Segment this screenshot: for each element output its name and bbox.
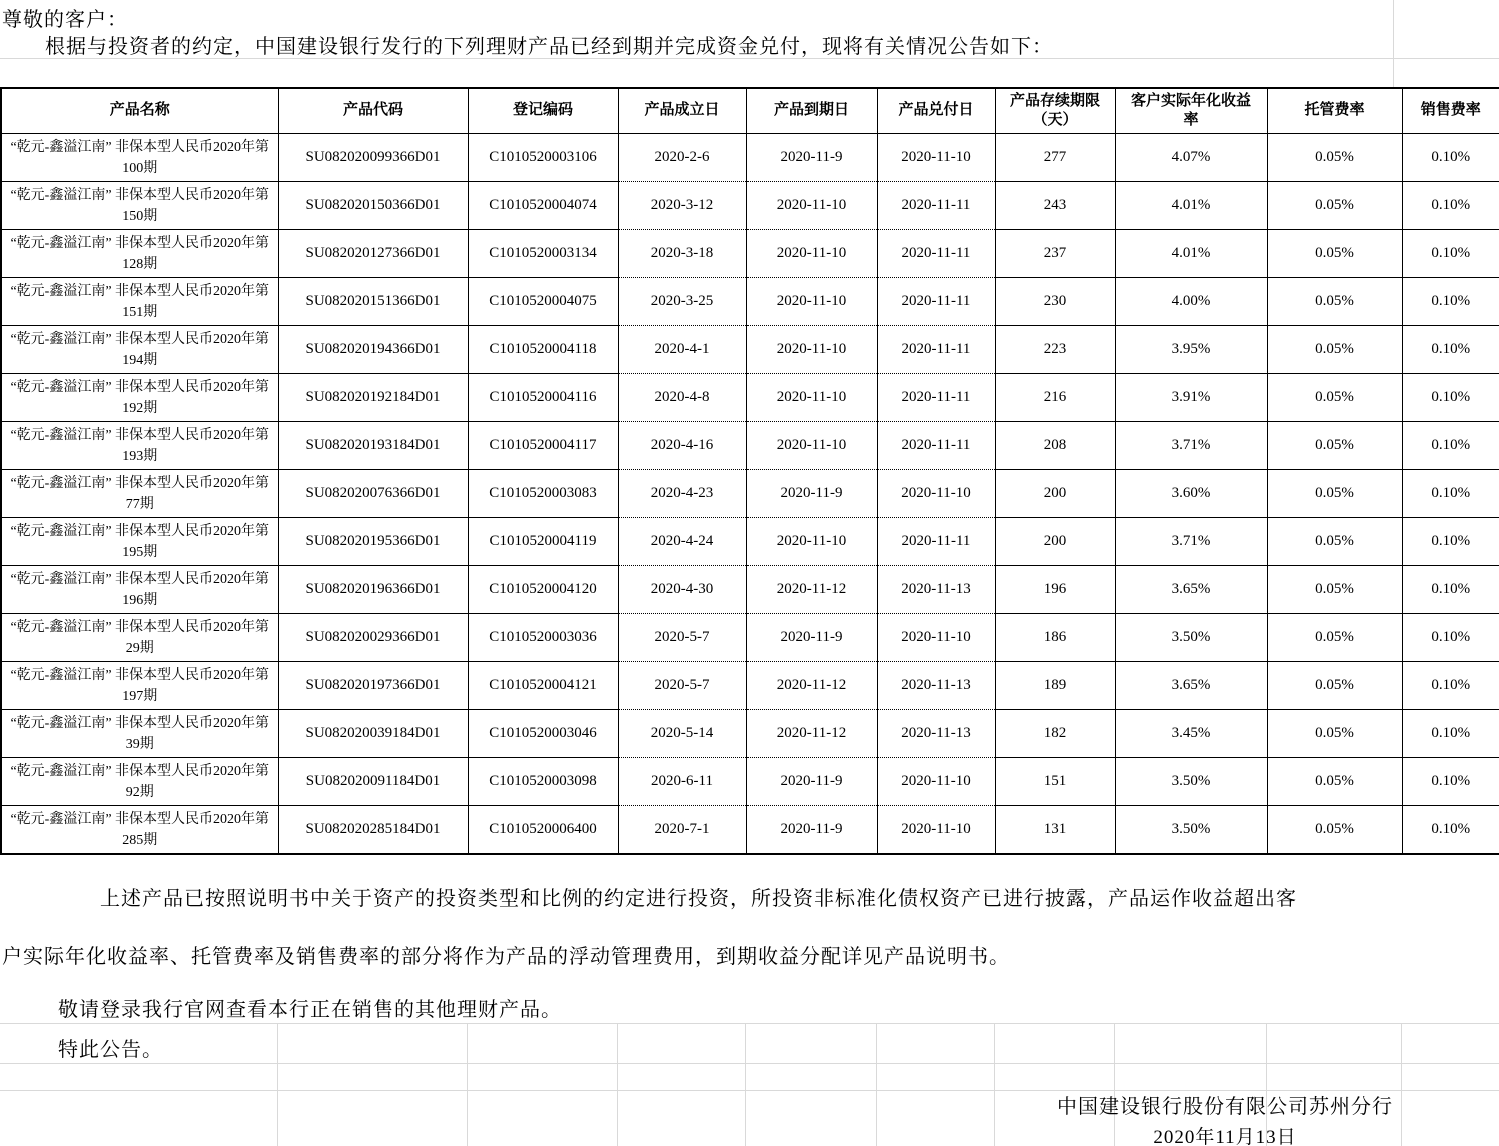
product-cell[interactable]: 2020-11-10 — [877, 470, 995, 518]
product-cell[interactable]: C1010520006400 — [468, 806, 618, 855]
product-cell[interactable]: 3.91% — [1115, 374, 1267, 422]
product-cell[interactable]: 3.71% — [1115, 518, 1267, 566]
product-cell[interactable]: 2020-11-9 — [746, 758, 877, 806]
product-cell[interactable]: 2020-5-7 — [618, 662, 746, 710]
product-cell[interactable]: 0.10% — [1402, 758, 1499, 806]
product-row — [1, 422, 1499, 470]
product-cell[interactable]: 0.05% — [1267, 518, 1402, 566]
product-cell[interactable]: 0.10% — [1402, 662, 1499, 710]
product-name-cell[interactable]: “乾元-鑫溢江南” 非保本型人民币2020年第39期 — [1, 710, 278, 758]
product-cell[interactable]: 2020-4-30 — [618, 566, 746, 614]
announcement-date: 2020年11月13日 — [1153, 1127, 1297, 1146]
product-cell[interactable]: 0.10% — [1402, 806, 1499, 855]
product-cell[interactable]: 0.10% — [1402, 518, 1499, 566]
grid-line — [0, 1063, 1499, 1064]
product-cell[interactable]: C1010520003036 — [468, 614, 618, 662]
product-cell[interactable]: 2020-11-10 — [746, 230, 877, 278]
product-row — [1, 326, 1499, 374]
product-cell[interactable]: SU082020151366D01 — [278, 278, 468, 326]
product-cell[interactable]: C1010520004121 — [468, 662, 618, 710]
column-header: 销售费率 — [1402, 88, 1499, 134]
product-cell[interactable]: SU082020127366D01 — [278, 230, 468, 278]
product-name-cell[interactable]: “乾元-鑫溢江南” 非保本型人民币2020年第197期 — [1, 662, 278, 710]
product-cell[interactable]: 2020-11-9 — [746, 806, 877, 855]
product-row — [1, 806, 1499, 855]
product-cell[interactable]: 2020-11-10 — [746, 182, 877, 230]
signature-block — [1020, 1090, 1430, 1146]
product-cell[interactable]: 3.60% — [1115, 470, 1267, 518]
product-cell[interactable]: 3.65% — [1115, 566, 1267, 614]
product-cell[interactable]: 0.10% — [1402, 374, 1499, 422]
product-cell[interactable]: C1010520004119 — [468, 518, 618, 566]
product-cell[interactable]: C1010520004074 — [468, 182, 618, 230]
product-cell[interactable]: 2020-11-10 — [746, 422, 877, 470]
product-cell[interactable]: SU082020029366D01 — [278, 614, 468, 662]
product-cell[interactable]: 237 — [995, 230, 1115, 278]
product-cell[interactable]: 2020-5-14 — [618, 710, 746, 758]
products-table — [0, 87, 1499, 855]
product-cell[interactable]: 0.05% — [1267, 230, 1402, 278]
product-cell[interactable]: 0.05% — [1267, 806, 1402, 855]
product-cell[interactable]: 2020-3-18 — [618, 230, 746, 278]
product-cell[interactable]: SU082020197366D01 — [278, 662, 468, 710]
product-cell[interactable]: 2020-11-12 — [746, 710, 877, 758]
product-cell[interactable]: 2020-4-24 — [618, 518, 746, 566]
company-name: 中国建设银行股份有限公司苏州分行 — [1057, 1096, 1393, 1118]
product-cell[interactable]: 2020-4-16 — [618, 422, 746, 470]
product-cell[interactable]: C1010520003083 — [468, 470, 618, 518]
product-cell[interactable]: SU082020285184D01 — [278, 806, 468, 855]
product-cell[interactable]: 0.05% — [1267, 566, 1402, 614]
table-header — [1, 88, 1499, 134]
product-cell[interactable]: 0.10% — [1402, 230, 1499, 278]
product-cell[interactable]: 2020-11-10 — [746, 326, 877, 374]
product-cell[interactable]: 0.05% — [1267, 374, 1402, 422]
product-cell[interactable]: 0.10% — [1402, 278, 1499, 326]
product-name-cell[interactable]: “乾元-鑫溢江南” 非保本型人民币2020年第196期 — [1, 566, 278, 614]
product-cell[interactable]: 3.45% — [1115, 710, 1267, 758]
product-cell[interactable]: 243 — [995, 182, 1115, 230]
product-cell[interactable]: 0.10% — [1402, 134, 1499, 182]
product-row — [1, 470, 1499, 518]
product-cell[interactable]: C1010520004118 — [468, 326, 618, 374]
product-cell[interactable]: 2020-11-10 — [877, 758, 995, 806]
product-cell[interactable]: C1010520004075 — [468, 278, 618, 326]
product-name-cell[interactable]: “乾元-鑫溢江南” 非保本型人民币2020年第193期 — [1, 422, 278, 470]
product-cell[interactable]: 4.01% — [1115, 230, 1267, 278]
product-row — [1, 614, 1499, 662]
note-paragraph-4: 特此公告。 — [58, 1039, 163, 1061]
grid-line — [467, 1023, 468, 1146]
product-row — [1, 566, 1499, 614]
product-cell[interactable]: 2020-11-11 — [877, 182, 995, 230]
product-cell[interactable]: 0.05% — [1267, 182, 1402, 230]
product-row — [1, 758, 1499, 806]
table-body — [1, 134, 1499, 855]
product-cell[interactable]: 2020-11-12 — [746, 566, 877, 614]
product-cell[interactable]: 4.01% — [1115, 182, 1267, 230]
product-cell[interactable]: 131 — [995, 806, 1115, 855]
product-row — [1, 662, 1499, 710]
product-cell[interactable]: 196 — [995, 566, 1115, 614]
product-cell[interactable]: 2020-4-1 — [618, 326, 746, 374]
note-paragraph-2: 户实际年化收益率、托管费率及销售费率的部分将作为产品的浮动管理费用，到期收益分配详见产品说明书。 — [2, 946, 1010, 968]
product-name-cell[interactable]: “乾元-鑫溢江南” 非保本型人民币2020年第77期 — [1, 470, 278, 518]
product-cell[interactable]: 2020-11-12 — [746, 662, 877, 710]
product-cell[interactable]: 0.10% — [1402, 566, 1499, 614]
product-cell[interactable]: 2020-11-11 — [877, 422, 995, 470]
product-name-cell[interactable]: “乾元-鑫溢江南” 非保本型人民币2020年第192期 — [1, 374, 278, 422]
product-cell[interactable]: 2020-4-23 — [618, 470, 746, 518]
product-cell[interactable]: 3.95% — [1115, 326, 1267, 374]
product-cell[interactable]: 0.05% — [1267, 470, 1402, 518]
product-cell[interactable]: SU082020039184D01 — [278, 710, 468, 758]
product-cell[interactable]: 2020-11-10 — [746, 374, 877, 422]
table-header-row — [1, 88, 1499, 134]
product-cell[interactable]: 2020-11-11 — [877, 518, 995, 566]
product-cell[interactable]: 2020-11-11 — [877, 230, 995, 278]
product-cell[interactable]: 2020-11-10 — [877, 806, 995, 855]
column-header: 产品名称 — [1, 88, 278, 134]
grid-line — [994, 1023, 995, 1146]
product-cell[interactable]: C1010520003134 — [468, 230, 618, 278]
grid-line — [0, 58, 1499, 59]
product-row — [1, 374, 1499, 422]
product-cell[interactable]: 2020-11-9 — [746, 134, 877, 182]
product-cell[interactable]: 0.10% — [1402, 470, 1499, 518]
grid-line — [876, 1023, 877, 1146]
product-cell[interactable]: 186 — [995, 614, 1115, 662]
product-cell[interactable]: 2020-11-13 — [877, 662, 995, 710]
grid-line — [1393, 0, 1394, 87]
product-cell[interactable]: 4.07% — [1115, 134, 1267, 182]
product-cell[interactable]: 208 — [995, 422, 1115, 470]
product-cell[interactable]: SU082020192184D01 — [278, 374, 468, 422]
column-header: 产品兑付日 — [877, 88, 995, 134]
column-header: 产品到期日 — [746, 88, 877, 134]
product-cell[interactable]: C1010520003098 — [468, 758, 618, 806]
product-cell[interactable]: 0.05% — [1267, 326, 1402, 374]
product-cell[interactable]: 3.71% — [1115, 422, 1267, 470]
column-header: 产品存续期限（天） — [995, 88, 1115, 134]
product-cell[interactable]: 2020-11-11 — [877, 278, 995, 326]
product-cell[interactable]: 0.10% — [1402, 710, 1499, 758]
product-cell[interactable]: 3.50% — [1115, 614, 1267, 662]
product-cell[interactable]: 0.05% — [1267, 662, 1402, 710]
product-cell[interactable]: 3.65% — [1115, 662, 1267, 710]
grid-line — [617, 1023, 618, 1146]
product-name-cell[interactable]: “乾元-鑫溢江南” 非保本型人民币2020年第285期 — [1, 806, 278, 855]
product-row — [1, 278, 1499, 326]
product-cell[interactable]: SU082020076366D01 — [278, 470, 468, 518]
product-cell[interactable]: C1010520004120 — [468, 566, 618, 614]
product-cell[interactable]: 0.05% — [1267, 710, 1402, 758]
product-cell[interactable]: 4.00% — [1115, 278, 1267, 326]
product-row — [1, 230, 1499, 278]
product-cell[interactable]: 216 — [995, 374, 1115, 422]
product-cell[interactable]: C1010520004117 — [468, 422, 618, 470]
product-cell[interactable]: SU082020099366D01 — [278, 134, 468, 182]
product-name-cell[interactable]: “乾元-鑫溢江南” 非保本型人民币2020年第100期 — [1, 134, 278, 182]
product-cell[interactable]: 223 — [995, 326, 1115, 374]
product-cell[interactable]: 2020-11-9 — [746, 614, 877, 662]
column-header: 登记编码 — [468, 88, 618, 134]
product-cell[interactable]: 0.05% — [1267, 278, 1402, 326]
product-cell[interactable]: 230 — [995, 278, 1115, 326]
product-name-cell[interactable]: “乾元-鑫溢江南” 非保本型人民币2020年第92期 — [1, 758, 278, 806]
product-cell[interactable]: 2020-4-8 — [618, 374, 746, 422]
product-cell[interactable]: 0.05% — [1267, 422, 1402, 470]
product-cell[interactable]: 200 — [995, 518, 1115, 566]
product-cell[interactable]: 182 — [995, 710, 1115, 758]
product-cell[interactable]: 277 — [995, 134, 1115, 182]
product-name-cell[interactable]: “乾元-鑫溢江南” 非保本型人民币2020年第150期 — [1, 182, 278, 230]
product-row — [1, 134, 1499, 182]
product-cell[interactable]: 0.10% — [1402, 326, 1499, 374]
product-cell[interactable]: 2020-5-7 — [618, 614, 746, 662]
product-cell[interactable]: SU082020193184D01 — [278, 422, 468, 470]
product-cell[interactable]: SU082020195366D01 — [278, 518, 468, 566]
product-cell[interactable]: SU082020091184D01 — [278, 758, 468, 806]
product-cell[interactable]: 0.05% — [1267, 758, 1402, 806]
product-cell[interactable]: 0.10% — [1402, 182, 1499, 230]
product-cell[interactable]: 0.05% — [1267, 614, 1402, 662]
product-cell[interactable]: SU082020196366D01 — [278, 566, 468, 614]
product-name-cell[interactable]: “乾元-鑫溢江南” 非保本型人民币2020年第194期 — [1, 326, 278, 374]
grid-line — [0, 1023, 1499, 1024]
column-header: 客户实际年化收益率 — [1115, 88, 1267, 134]
product-cell[interactable]: 2020-11-9 — [746, 470, 877, 518]
product-cell[interactable]: 2020-11-10 — [746, 518, 877, 566]
product-cell[interactable]: SU082020150366D01 — [278, 182, 468, 230]
grid-line — [277, 1023, 278, 1146]
product-cell[interactable]: 2020-11-11 — [877, 326, 995, 374]
product-cell[interactable]: 2020-11-13 — [877, 566, 995, 614]
column-header: 托管费率 — [1267, 88, 1402, 134]
product-row — [1, 710, 1499, 758]
product-cell[interactable]: 2020-11-10 — [746, 278, 877, 326]
product-cell[interactable]: 3.50% — [1115, 758, 1267, 806]
column-header: 产品成立日 — [618, 88, 746, 134]
product-cell[interactable]: SU082020194366D01 — [278, 326, 468, 374]
product-cell[interactable]: 189 — [995, 662, 1115, 710]
product-cell[interactable]: 2020-7-1 — [618, 806, 746, 855]
product-cell[interactable]: 3.50% — [1115, 806, 1267, 855]
product-cell[interactable]: 2020-3-25 — [618, 278, 746, 326]
product-cell[interactable]: 2020-3-12 — [618, 182, 746, 230]
product-cell[interactable]: 2020-6-11 — [618, 758, 746, 806]
product-name-cell[interactable]: “乾元-鑫溢江南” 非保本型人民币2020年第29期 — [1, 614, 278, 662]
product-cell[interactable]: 2020-11-10 — [877, 134, 995, 182]
product-cell[interactable]: 2020-11-11 — [877, 374, 995, 422]
product-cell[interactable]: C1010520003106 — [468, 134, 618, 182]
product-name-cell[interactable]: “乾元-鑫溢江南” 非保本型人民币2020年第128期 — [1, 230, 278, 278]
note-paragraph-1: 上述产品已按照说明书中关于资产的投资类型和比例的约定进行投资，所投资非标准化债权资产已进行披露，产品运作收益超出客 — [100, 888, 1297, 910]
salutation-text: 尊敬的客户： — [2, 9, 128, 31]
product-name-cell[interactable]: “乾元-鑫溢江南” 非保本型人民币2020年第151期 — [1, 278, 278, 326]
product-cell[interactable]: 200 — [995, 470, 1115, 518]
note-paragraph-3: 敬请登录我行官网查看本行正在销售的其他理财产品。 — [58, 999, 562, 1021]
product-row — [1, 518, 1499, 566]
product-cell[interactable]: 151 — [995, 758, 1115, 806]
product-cell[interactable]: C1010520004116 — [468, 374, 618, 422]
grid-line — [745, 1023, 746, 1146]
product-name-cell[interactable]: “乾元-鑫溢江南” 非保本型人民币2020年第195期 — [1, 518, 278, 566]
product-row — [1, 182, 1499, 230]
product-cell[interactable]: 0.10% — [1402, 614, 1499, 662]
product-cell[interactable]: 0.10% — [1402, 422, 1499, 470]
announcement-text: 根据与投资者的约定，中国建设银行发行的下列理财产品已经到期并完成资金兑付，现将有关情况公告如下： — [45, 36, 1053, 58]
product-cell[interactable]: 2020-11-10 — [877, 614, 995, 662]
product-cell[interactable]: 2020-11-13 — [877, 710, 995, 758]
column-header: 产品代码 — [278, 88, 468, 134]
product-cell[interactable]: C1010520003046 — [468, 710, 618, 758]
product-cell[interactable]: 2020-2-6 — [618, 134, 746, 182]
product-cell[interactable]: 0.05% — [1267, 134, 1402, 182]
